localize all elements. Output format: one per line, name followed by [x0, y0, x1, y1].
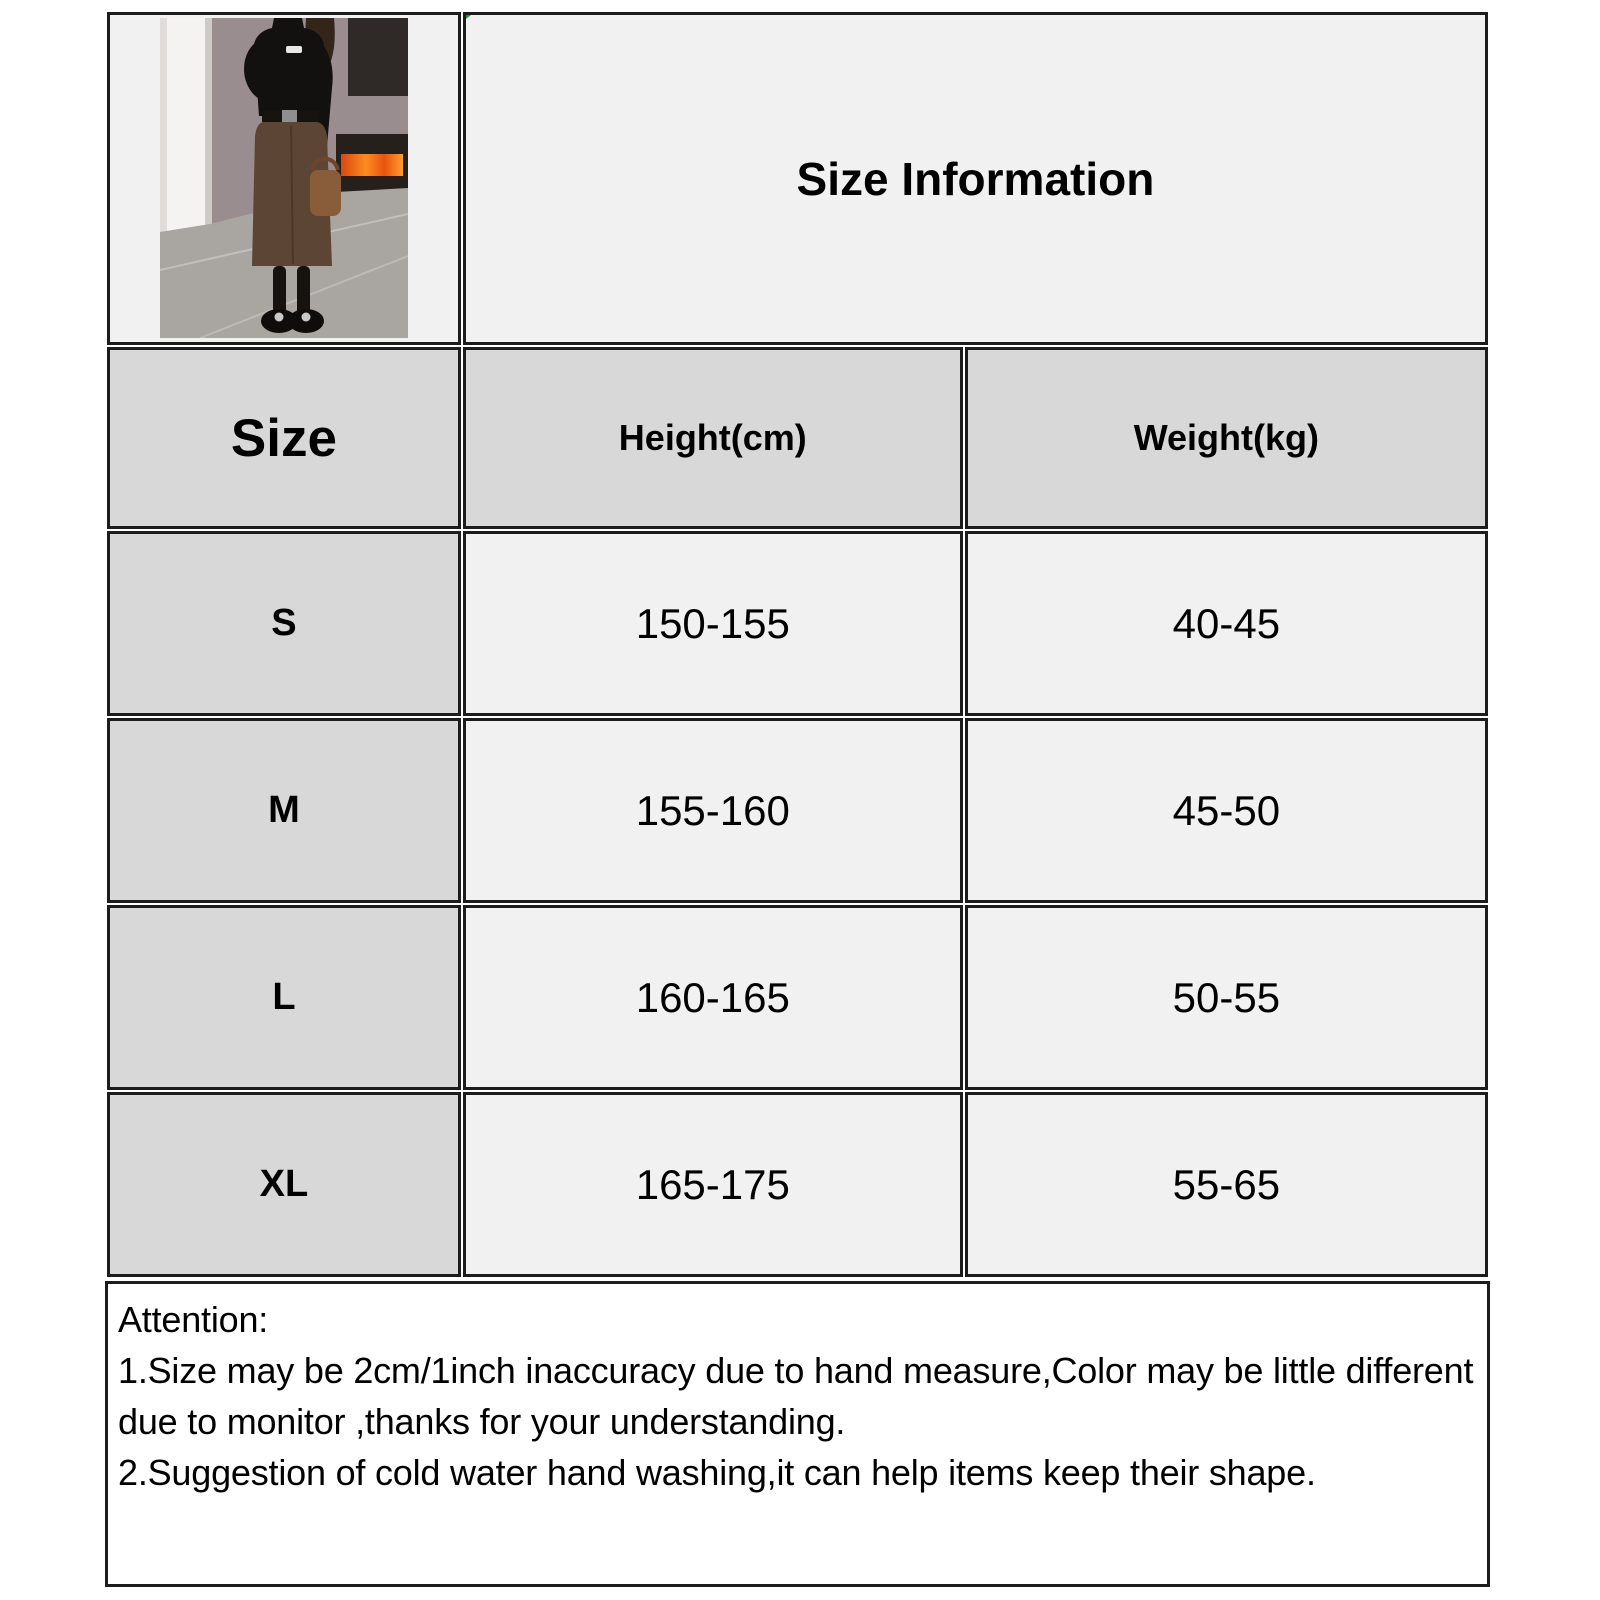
- size-table: [105, 10, 1490, 1279]
- height-value: 155-160: [463, 718, 963, 903]
- table-row-s: [107, 531, 1488, 716]
- attention-heading: Attention:: [118, 1299, 269, 1340]
- photo-leg-left: [273, 266, 286, 316]
- height-value: 150-155: [463, 531, 963, 716]
- photo-flames: [341, 154, 403, 176]
- weight-value: 40-45: [965, 531, 1488, 716]
- product-photo-cell: [107, 12, 461, 345]
- height-value: 160-165: [463, 905, 963, 1090]
- photo-dark-frame: [348, 18, 408, 96]
- attention-note-2: 2.Suggestion of cold water hand washing,it can help items keep their shape.: [118, 1452, 1316, 1494]
- top-row: [107, 12, 1488, 345]
- green-corner-marker-icon: [463, 12, 489, 22]
- photo-leg-right: [297, 266, 310, 316]
- weight-value: 55-65: [965, 1092, 1488, 1277]
- page-title: Size Information: [796, 152, 1155, 205]
- column-header-height: Height(cm): [463, 347, 963, 529]
- header-row: [107, 347, 1488, 529]
- column-header-size: Size: [107, 347, 461, 529]
- table-row-xl: [107, 1092, 1488, 1277]
- column-header-weight: Weight(kg): [965, 347, 1488, 529]
- size-label: XL: [107, 1092, 461, 1277]
- height-value: 165-175: [463, 1092, 963, 1277]
- table-row-m: [107, 718, 1488, 903]
- product-photo: [160, 18, 408, 338]
- weight-value: 50-55: [965, 905, 1488, 1090]
- photo-door-frame: [205, 18, 212, 232]
- photo-logo: [286, 46, 302, 53]
- size-chart-sheet: [105, 10, 1490, 1587]
- size-label: L: [107, 905, 461, 1090]
- weight-value: 45-50: [965, 718, 1488, 903]
- photo-door: [160, 18, 208, 232]
- attention-box: [105, 1281, 1490, 1587]
- size-label: M: [107, 718, 461, 903]
- table-row-l: [107, 905, 1488, 1090]
- title-cell: [463, 12, 1488, 345]
- attention-note-1: 1.Size may be 2cm/1inch inaccuracy due to hand measure,Color may be little different due to monitor ,thanks for your understanding.: [118, 1350, 1474, 1443]
- photo-bag: [310, 170, 341, 216]
- size-label: S: [107, 531, 461, 716]
- photo-door-edge: [160, 18, 167, 232]
- photo-buckle: [282, 110, 297, 122]
